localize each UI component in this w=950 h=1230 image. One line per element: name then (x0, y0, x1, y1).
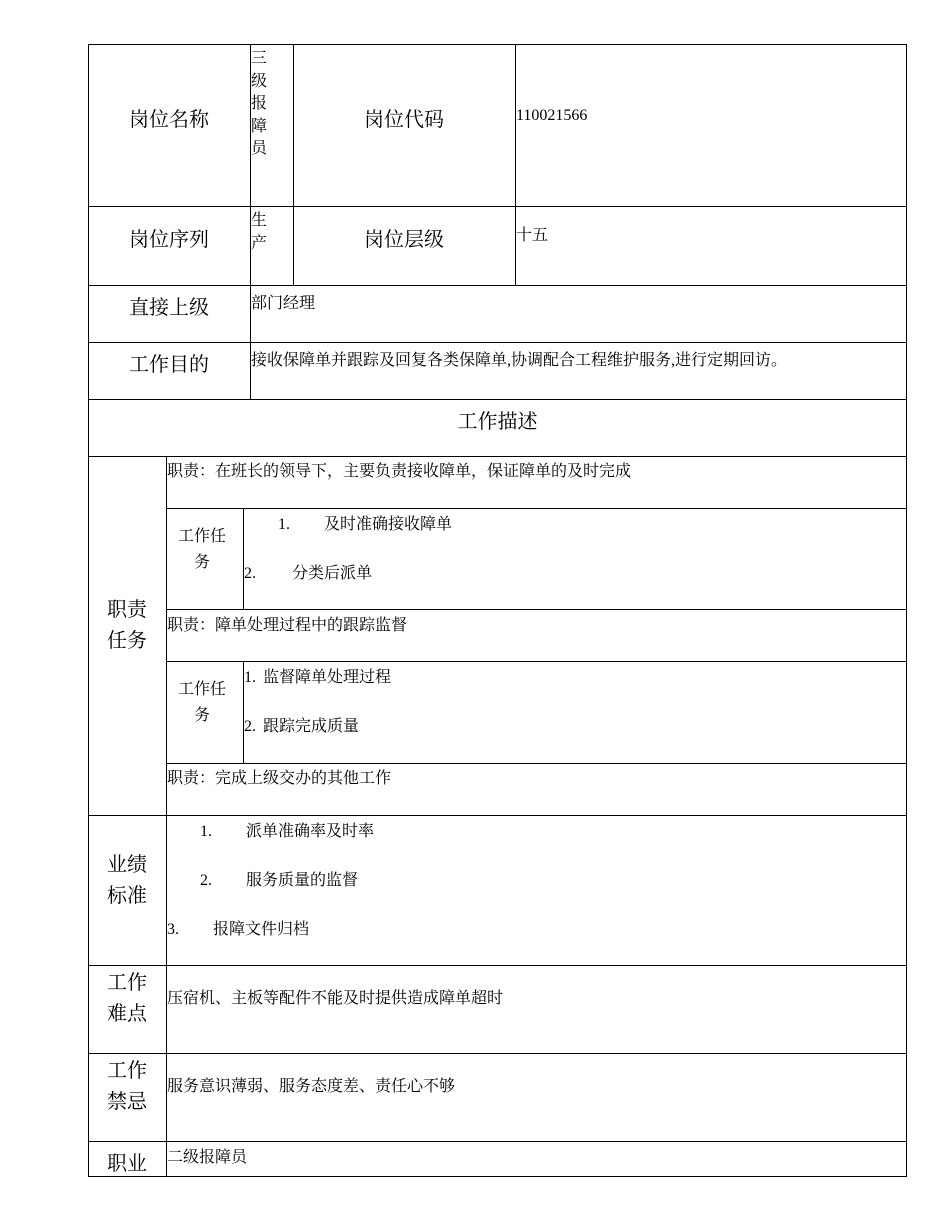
table-rule (166, 456, 167, 1177)
duty-1: 职责：在班长的领导下，主要负责接收障单，保证障单的及时完成 (167, 463, 632, 480)
performance-2-text: 服务质量的监督 (246, 872, 359, 889)
task-1-2-num: 2. (244, 565, 256, 582)
position-series-label: 岗位序列 (129, 229, 209, 251)
position-name-label: 岗位名称 (129, 109, 209, 131)
performance-3-text: 报障文件归档 (213, 921, 310, 938)
table-rule (166, 661, 907, 662)
table-border-left (88, 44, 89, 1177)
table-rule (88, 1141, 907, 1142)
task-1-2-text: 分类后派单 (292, 565, 373, 582)
performance-2-num: 2. (200, 872, 212, 889)
purpose-value: 接收保障单并跟踪及回复各类保障单,协调配合工程维护服务,进行定期回访。 (251, 352, 788, 369)
position-name-value: 三级报障员 (251, 50, 268, 157)
task-2-1-text: 监督障单处理过程 (263, 669, 392, 686)
taboo-value: 服务意识薄弱、服务态度差、责任心不够 (167, 1078, 456, 1095)
duties-label: 职责任务 (107, 599, 147, 652)
table-rule (88, 1053, 907, 1054)
duty-2: 职责：障单处理过程中的跟踪监督 (167, 617, 408, 634)
table-rule (88, 456, 907, 457)
table-rule (166, 763, 907, 764)
table-border-top (88, 44, 907, 45)
table-rule (88, 815, 907, 816)
table-rule (88, 285, 907, 286)
table-rule (243, 508, 244, 609)
table-border-bottom (88, 1176, 907, 1177)
task-1-1-text: 及时准确接收障单 (324, 516, 453, 533)
performance-1-text: 派单准确率及时率 (246, 823, 375, 840)
performance-1-num: 1. (200, 823, 212, 840)
duty-3: 职责：完成上级交办的其他工作 (167, 770, 392, 787)
tasks-label-2: 工作任务 (177, 681, 226, 724)
table-border-right (906, 44, 907, 1177)
task-2-2-text: 跟踪完成质量 (263, 718, 360, 735)
table-rule (88, 206, 907, 207)
supervisor-label: 直接上级 (129, 297, 209, 319)
table-rule (166, 609, 907, 610)
career-label: 职业 (107, 1153, 147, 1175)
position-level-label: 岗位层级 (364, 229, 444, 251)
career-value: 二级报障员 (167, 1149, 248, 1166)
task-1-1-num: 1. (278, 516, 290, 533)
table-rule (88, 965, 907, 966)
position-code-label: 岗位代码 (364, 109, 444, 131)
tasks-label-1: 工作任务 (177, 528, 226, 571)
table-rule (88, 342, 907, 343)
description-title: 工作描述 (457, 411, 538, 433)
table-rule (88, 399, 907, 400)
difficulty-value: 压宿机、主板等配件不能及时提供造成障单超时 (167, 990, 504, 1007)
supervisor-value: 部门经理 (251, 295, 316, 312)
task-2-1-num: 1. (244, 669, 256, 686)
performance-3-num: 3. (167, 921, 179, 938)
performance-label: 业绩标准 (107, 854, 147, 907)
position-code-value: 110021566 (516, 107, 588, 124)
purpose-label: 工作目的 (129, 354, 209, 376)
task-2-2-num: 2. (244, 718, 256, 735)
taboo-label: 工作禁忌 (107, 1060, 147, 1113)
difficulty-label: 工作难点 (107, 972, 147, 1025)
table-rule (515, 44, 516, 285)
table-rule (166, 508, 907, 509)
position-series-value: 生产 (251, 212, 268, 252)
position-level-value: 十五 (516, 227, 549, 244)
